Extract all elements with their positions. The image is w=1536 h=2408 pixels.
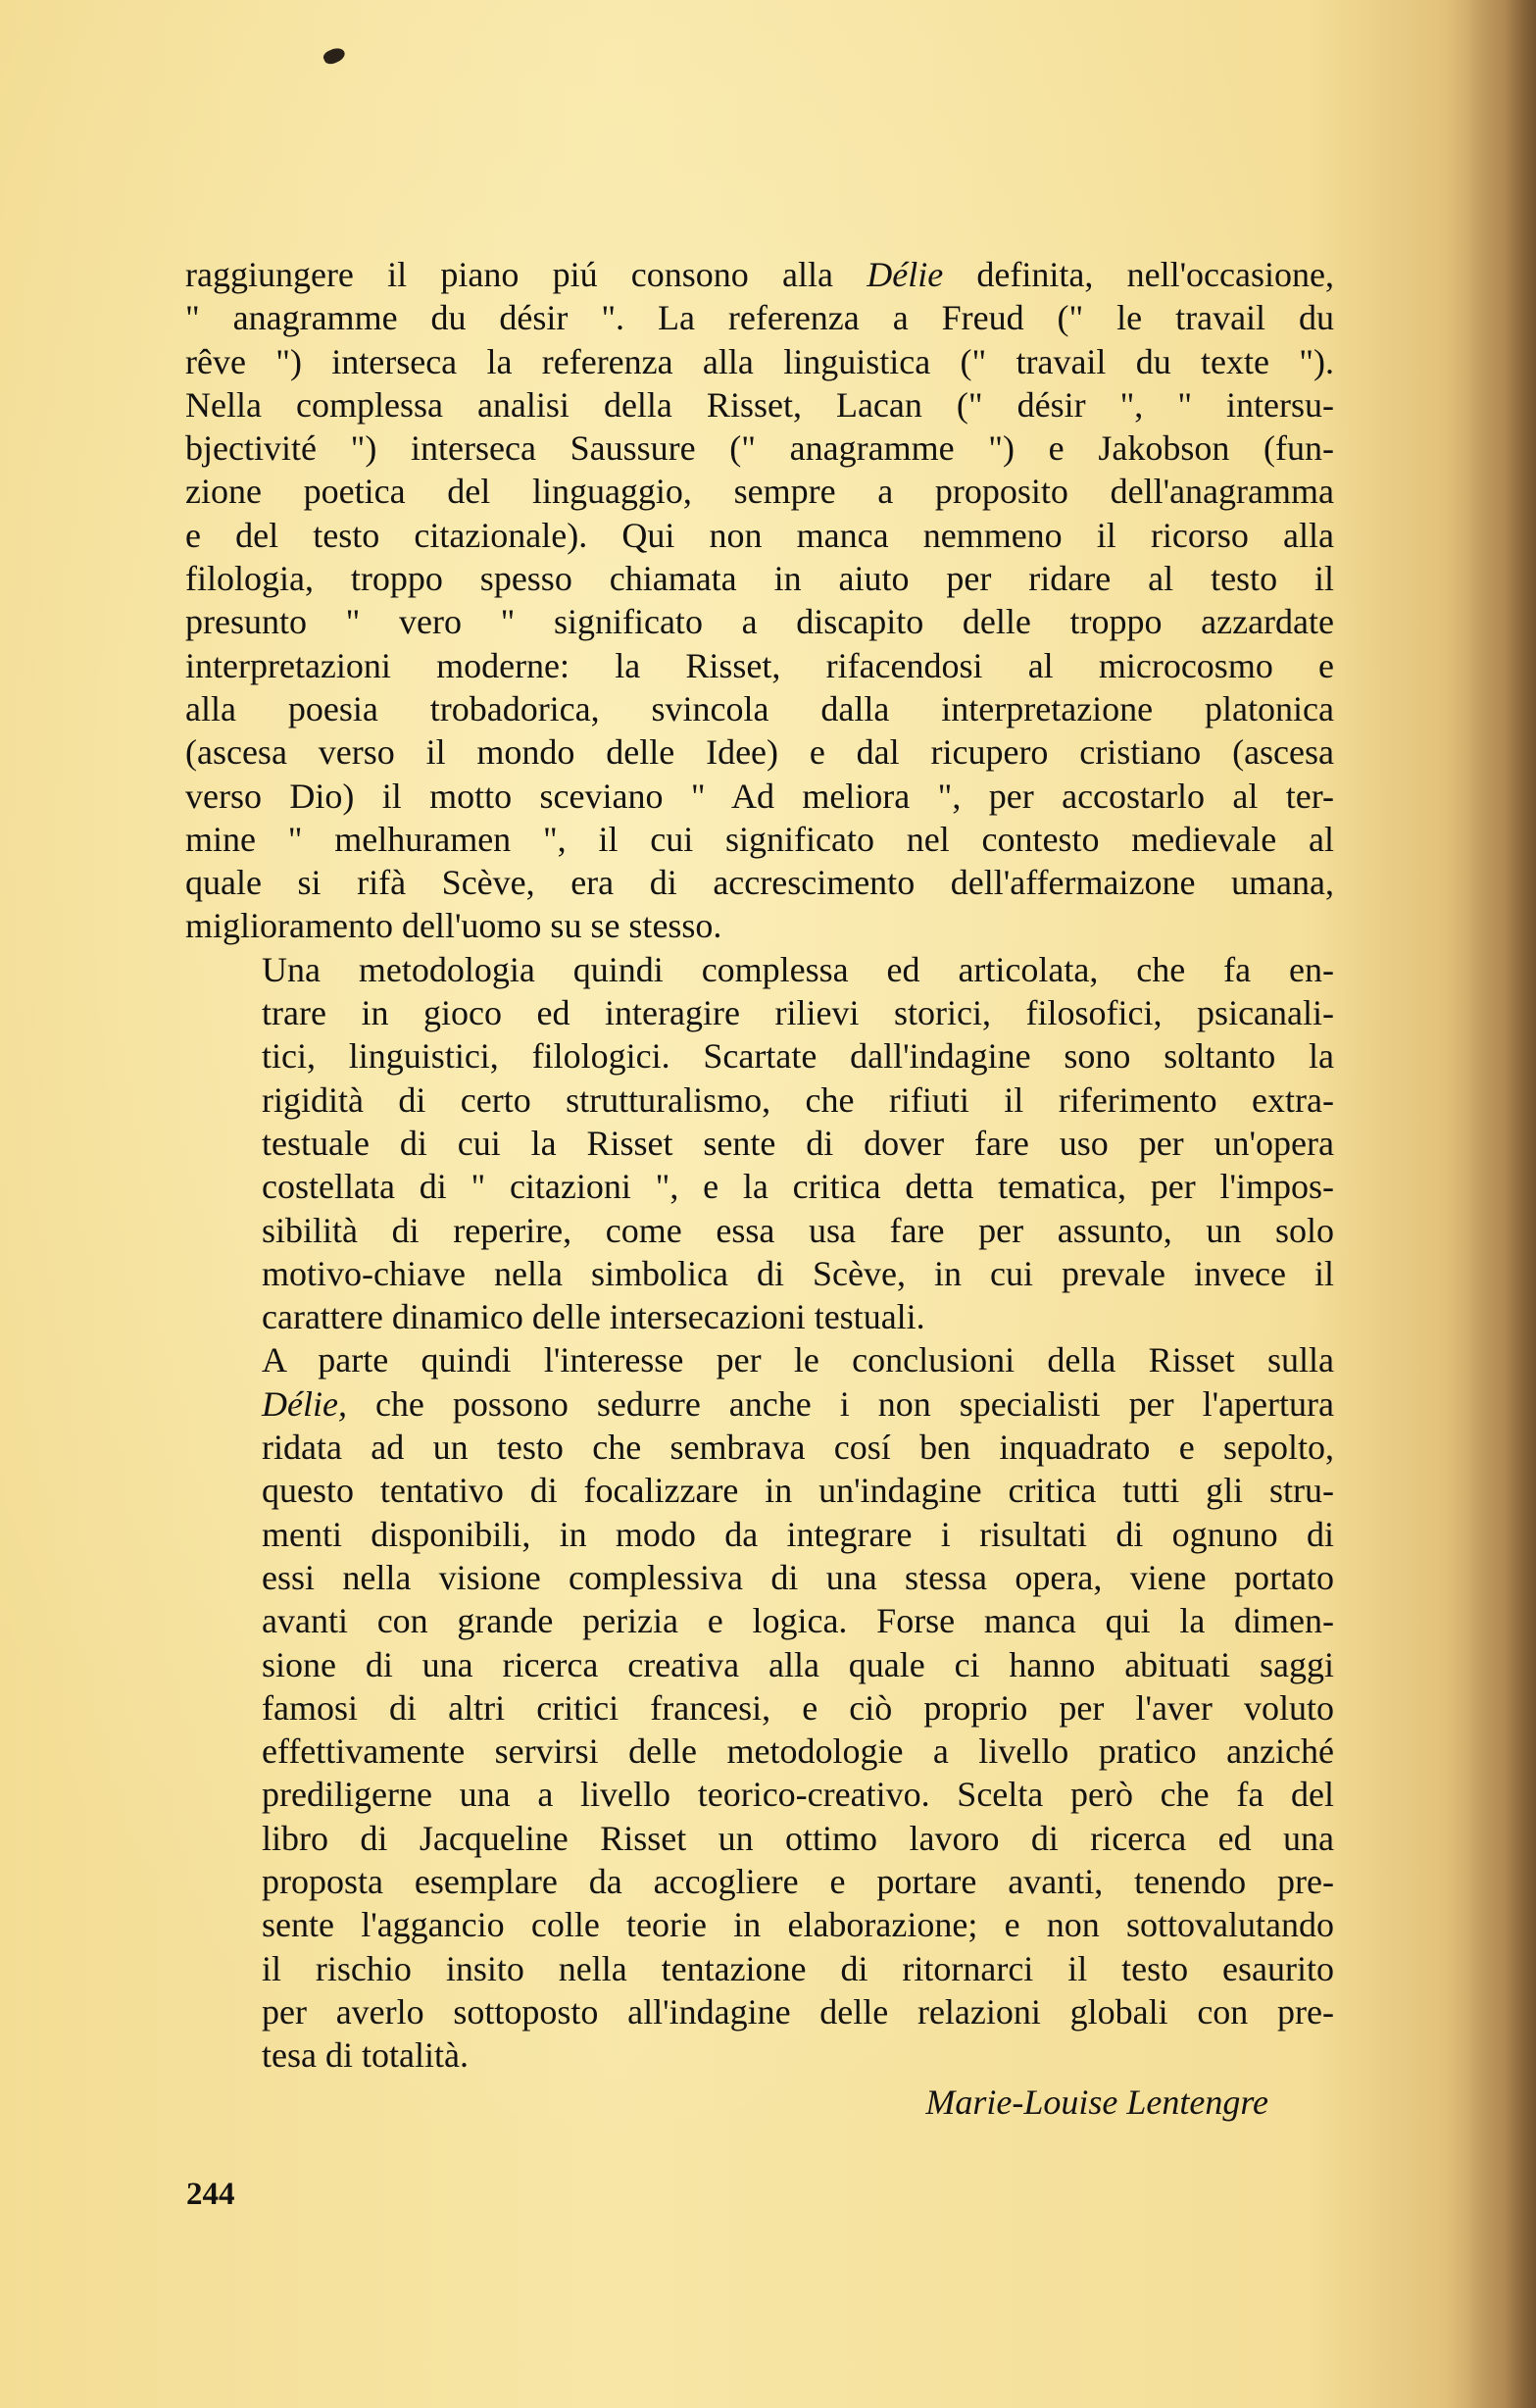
- text-line: mine " melhuramen ", il cui significato nel contesto medievale al: [185, 819, 1334, 859]
- text-line: verso Dio) il motto sceviano " Ad meliora ", per accostarlo al ter-: [185, 776, 1334, 816]
- text-line: Délie, che possono sedurre anche i non specialisti per l'apertura: [262, 1383, 1334, 1424]
- text-line: prediligerne una a livello teorico-creativo. Scelta però che fa del: [262, 1775, 1334, 1815]
- paragraph: [185, 253, 1334, 948]
- text-line: zione poetica del linguaggio, sempre a proposito dell'anagramma: [185, 472, 1334, 512]
- paragraph: [185, 1338, 1334, 2077]
- text-line: tici, linguistici, filologici. Scartate dall'indagine sono soltanto la: [262, 1036, 1334, 1077]
- page-number: 244: [186, 2177, 235, 2212]
- text-line: filologia, troppo spesso chiamata in aiuto per ridare al testo il: [185, 559, 1334, 599]
- text-line: ridata ad un testo che sembrava cosí ben inquadrato e sepolto,: [262, 1428, 1334, 1468]
- text-line: per averlo sottoposto all'indagine delle relazioni globali con pre-: [262, 1991, 1334, 2032]
- text-line: trare in gioco ed interagire rilievi storici, filosofici, psicanali-: [262, 993, 1334, 1033]
- text-line: famosi di altri critici francesi, e ciò proprio per l'aver voluto: [262, 1687, 1334, 1728]
- text-line: A parte quindi l'interesse per le conclusioni della Risset sulla: [262, 1340, 1334, 1380]
- text-line: Una metodologia quindi complessa ed articolata, che fa en-: [262, 949, 1334, 989]
- text-line: e del testo citazionale). Qui non manca nemmeno il ricorso alla: [185, 515, 1334, 555]
- text-line: quale si rifà Scève, era di accrescimento dell'affermaizone umana,: [185, 863, 1334, 903]
- review-text: [185, 253, 1334, 2077]
- text-line: sione di una ricerca creativa alla quale ci hanno abituati saggi: [262, 1644, 1334, 1684]
- italic-title: Délie,: [262, 1383, 347, 1424]
- paragraph: [185, 948, 1334, 1339]
- text-line: alla poesia trobadorica, svincola dalla interpretazione platonica: [185, 688, 1334, 728]
- text-line: raggiungere il piano piú consono alla Délie definita, nell'occasione,: [185, 255, 1334, 294]
- italic-title: Délie: [867, 255, 944, 294]
- text-line: " anagramme du désir ". La referenza a Freud (" le travail du: [185, 298, 1334, 338]
- text-line: proposta esemplare da accogliere e portare avanti, tenendo pre-: [262, 1861, 1334, 1901]
- text-line: libro di Jacqueline Risset un ottimo lavoro di ricerca ed una: [262, 1818, 1334, 1858]
- text-line: sibilità di reperire, come essa usa fare per assunto, un solo: [262, 1210, 1334, 1250]
- text-line: interpretazioni moderne: la Risset, rifacendosi al microcosmo e: [185, 645, 1334, 685]
- text-line: questo tentativo di focalizzare in un'indagine critica tutti gli stru-: [262, 1471, 1334, 1511]
- page-edge-shadow: [1467, 0, 1536, 2408]
- text-line: testuale di cui la Risset sente di dover fare uso per un'opera: [262, 1123, 1334, 1163]
- text-line: carattere dinamico delle intersecazioni testuali.: [262, 1297, 925, 1337]
- text-line: menti disponibili, in modo da integrare i risultati di ognuno di: [262, 1514, 1334, 1554]
- text-line: sente l'aggancio colle teorie in elaborazione; e non sottovalutando: [262, 1905, 1334, 1945]
- ink-speck: [322, 45, 347, 67]
- text-line: il rischio insito nella tentazione di ritornarci il testo esaurito: [262, 1948, 1334, 1988]
- text-line: essi nella visione complessiva di una stessa opera, viene portato: [262, 1557, 1334, 1597]
- text-line: avanti con grande perizia e logica. Forse manca qui la dimen-: [262, 1601, 1334, 1641]
- text-line: Nella complessa analisi della Risset, Lacan (" désir ", " intersu-: [185, 384, 1334, 425]
- text-line: tesa di totalità.: [262, 2035, 469, 2076]
- text-line: motivo-chiave nella simbolica di Scève, in cui prevale invece il: [262, 1253, 1334, 1293]
- author-signature: Marie-Louise Lentengre: [925, 2082, 1268, 2122]
- text-line: rigidità di certo strutturalismo, che rifiuti il riferimento extra-: [262, 1079, 1334, 1120]
- text-line: effettivamente servirsi delle metodologie a livello pratico anziché: [262, 1731, 1334, 1772]
- text-line: costellata di " citazioni ", e la critica detta tematica, per l'impos-: [262, 1167, 1334, 1207]
- text-line: bjectivité ") interseca Saussure (" anagramme ") e Jakobson (fun-: [185, 428, 1334, 469]
- text-line: (ascesa verso il mondo delle Idee) e dal ricupero cristiano (ascesa: [185, 732, 1334, 773]
- text-line: presunto " vero " significato a discapito delle troppo azzardate: [185, 602, 1334, 642]
- text-line: rêve ") interseca la referenza alla linguistica (" travail du texte ").: [185, 341, 1334, 381]
- text-line: miglioramento dell'uomo su se stesso.: [185, 906, 722, 946]
